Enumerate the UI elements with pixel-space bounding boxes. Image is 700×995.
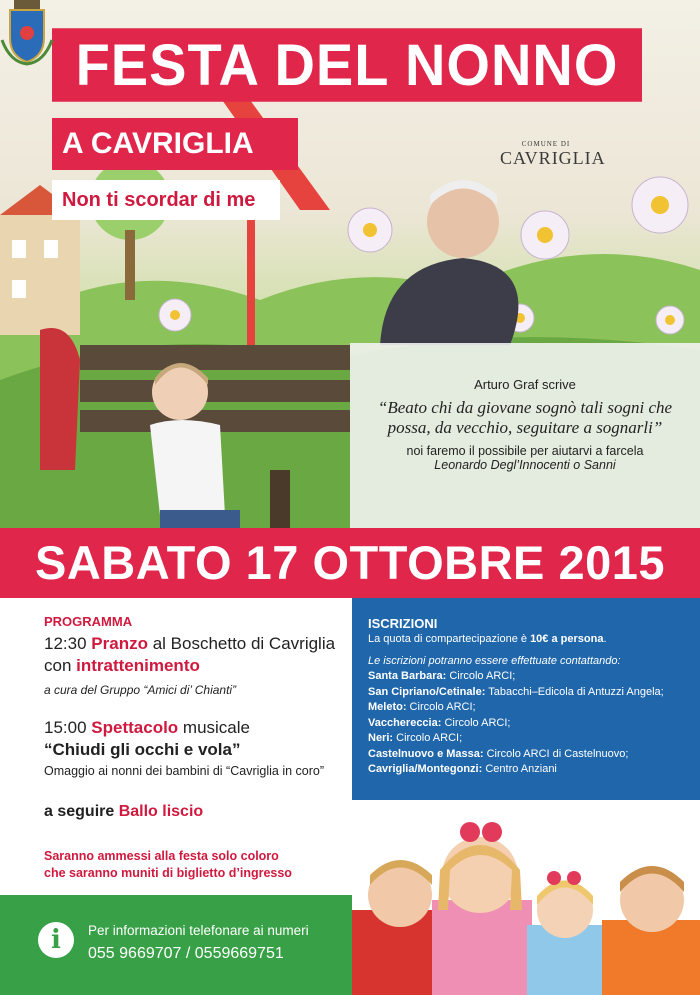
program-section <box>0 598 352 895</box>
quota-value: 10€ a persona <box>530 633 604 645</box>
program-item-show <box>44 718 250 738</box>
show-description: Omaggio ai nonni dei bambini di “Cavriglia in coro” <box>44 764 324 778</box>
quote-note: noi faremo il possibile per aiutarvi a farcela <box>406 444 644 458</box>
info-box <box>0 895 352 995</box>
page-title: FESTA DEL NONNO <box>52 28 642 102</box>
place-contact: Circolo ARCI; <box>406 701 476 713</box>
registration-list <box>368 669 686 778</box>
coat-of-arms-icon <box>0 0 54 66</box>
page-subtitle: A CAVRIGLIA <box>52 118 298 170</box>
registration-heading: ISCRIZIONI <box>368 616 438 631</box>
place-name: San Cipriano/Cetinale: <box>368 685 486 698</box>
list-item <box>368 685 686 701</box>
quote-panel <box>350 343 700 528</box>
lunch-place: al Boschetto di Cavriglia <box>147 634 336 653</box>
admission-notice <box>44 848 344 882</box>
quote-line-2: possa, da vecchio, seguitare a sognarli” <box>387 418 663 437</box>
registration-panel <box>352 598 700 800</box>
entertainment-prefix: con <box>44 656 77 675</box>
dance-event: Ballo liscio <box>118 803 204 820</box>
place-name: Cavriglia/Montegonzi: <box>368 763 483 775</box>
lunch-event: Pranzo <box>91 634 148 653</box>
comune-small-label: COMUNE DI <box>521 140 571 148</box>
comune-logo-text <box>500 140 606 169</box>
show-suffix: musicale <box>178 718 250 737</box>
quote-line-1: “Beato chi da giovane sognò tali sogni che <box>377 398 673 417</box>
list-item <box>368 669 686 685</box>
list-item <box>368 762 686 778</box>
lunch-time: 12:30 <box>44 634 87 653</box>
quote-signature: Leonardo Degl’Innocenti o Sanni <box>434 458 616 472</box>
quota-text: La quota di compartecipazione è <box>368 633 531 645</box>
info-text: Per informazioni telefonare ai numeri <box>88 923 309 938</box>
quote-author: Arturo Graf scrive <box>474 377 576 392</box>
place-contact: Circolo ARCI di Castelnuovo; <box>483 747 629 760</box>
children-photo <box>352 800 700 995</box>
show-time: 15:00 <box>44 718 87 737</box>
show-event: Spettacolo <box>91 718 179 737</box>
registration-intro: Le iscrizioni potranno essere effettuate contattando: <box>368 655 621 667</box>
place-contact: Circolo ARCI; <box>441 716 511 729</box>
quote-text <box>350 398 700 438</box>
entertainment-credit: a cura del Gruppo “Amici di’ Chianti” <box>44 683 237 697</box>
place-name: Meleto: <box>368 701 407 713</box>
place-contact: Tabacchi–Edicola di Antuzzi Angela; <box>485 685 664 698</box>
program-item-dance <box>44 803 203 821</box>
program-heading: PROGRAMMA <box>44 614 133 629</box>
place-name: Vacchereccia: <box>368 716 442 729</box>
dance-prefix: a seguire <box>44 803 119 820</box>
program-item-lunch <box>44 634 335 654</box>
place-name: Santa Barbara: <box>368 670 447 682</box>
place-contact: Centro Anziani <box>482 763 557 775</box>
children-illustration <box>352 800 700 995</box>
notice-line-1: Saranno ammessi alla festa solo coloro <box>44 849 279 863</box>
tagline: Non ti scordar di me <box>52 180 280 220</box>
list-item <box>368 731 686 747</box>
quota-end: . <box>603 633 607 645</box>
place-name: Castelnuovo e Massa: <box>368 747 484 760</box>
phone-numbers: 055 9669707 / 0559669751 <box>88 945 284 962</box>
show-title: “Chiudi gli occhi e vola” <box>44 740 241 759</box>
entertainment-highlight: intrattenimento <box>76 656 200 675</box>
place-name: Neri: <box>368 732 394 744</box>
list-item <box>368 747 686 763</box>
place-contact: Circolo ARCI; <box>393 732 463 744</box>
program-item-entertainment <box>44 656 200 676</box>
list-item <box>368 716 686 732</box>
date-banner: SABATO 17 OTTOBRE 2015 <box>0 528 700 598</box>
comune-name: CAVRIGLIA <box>500 148 606 168</box>
registration-quota <box>368 633 686 645</box>
list-item <box>368 700 686 716</box>
place-contact: Circolo ARCI; <box>446 670 516 682</box>
info-icon: i <box>38 922 74 958</box>
notice-line-2: che saranno muniti di biglietto d’ingresso <box>44 866 292 880</box>
